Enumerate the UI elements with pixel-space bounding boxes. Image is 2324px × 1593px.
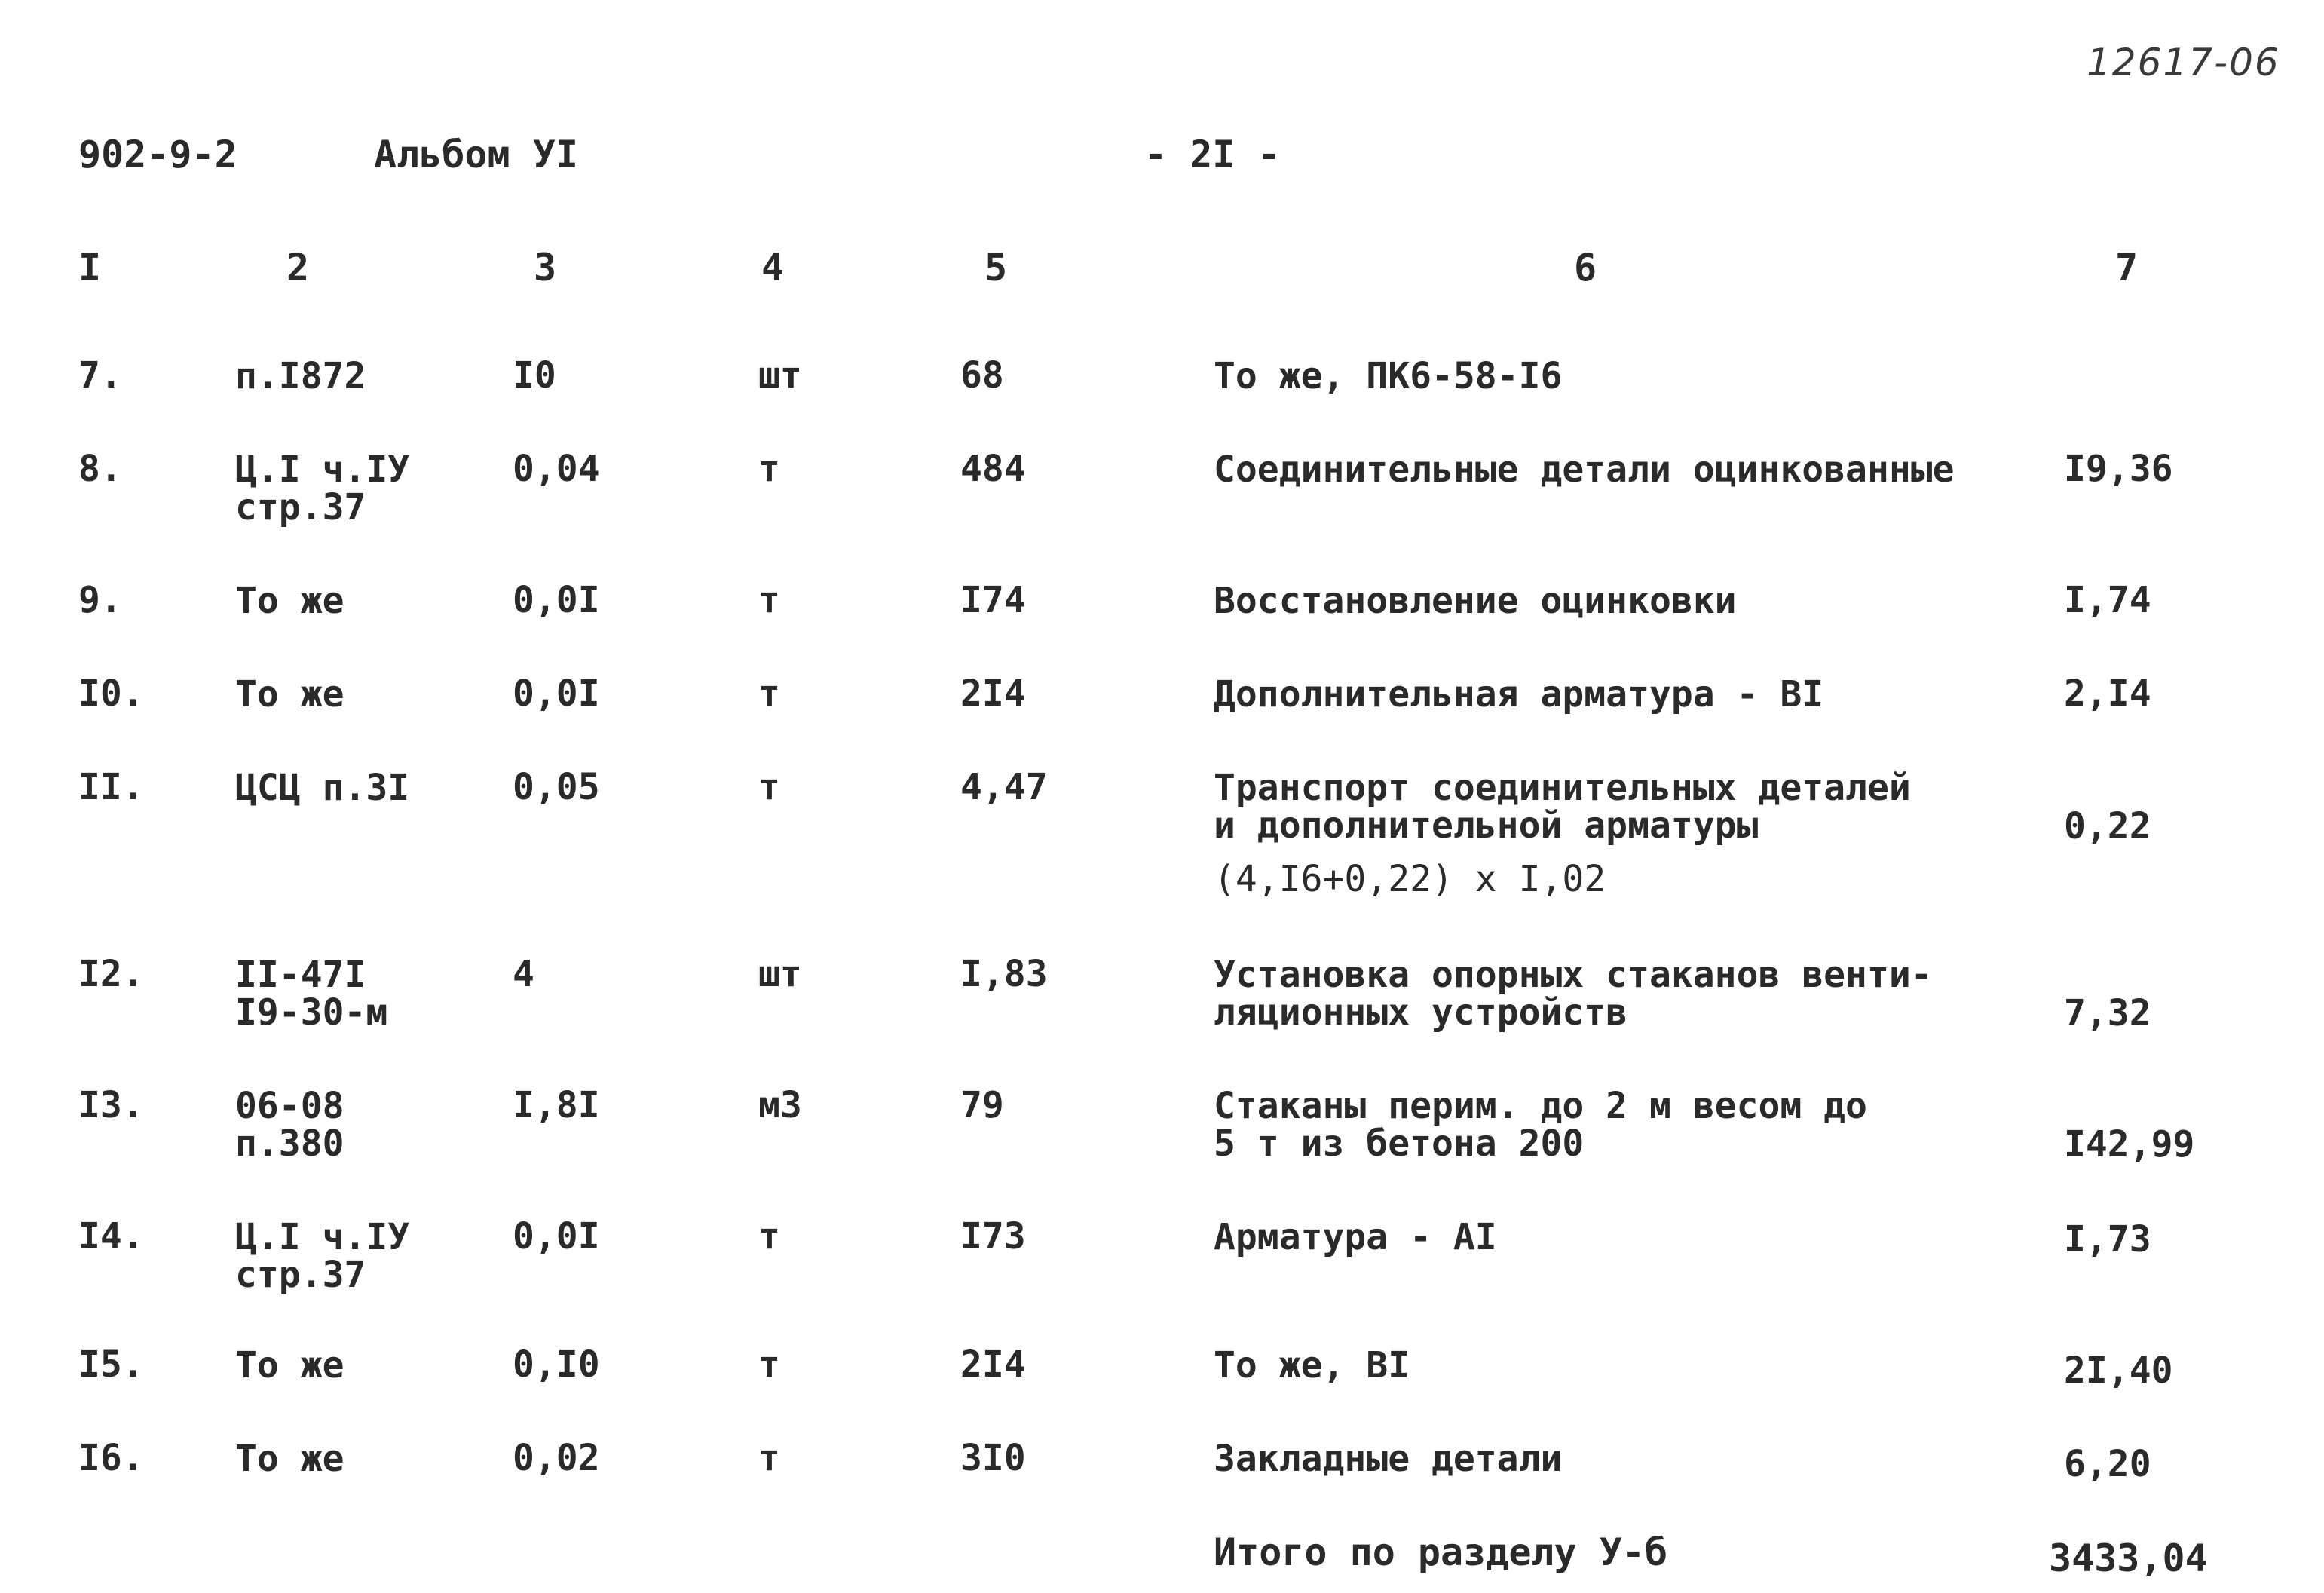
reference-code: То же: [235, 1438, 344, 1480]
page-number: - 2I -: [1144, 133, 1281, 176]
quantity: 0,05: [513, 766, 600, 808]
row-number: II.: [78, 766, 144, 808]
unit-price: 2I4: [960, 672, 1026, 715]
unit: т: [758, 1343, 780, 1386]
quantity: 4: [513, 953, 534, 995]
unit-price: 68: [960, 354, 1004, 397]
unit: шт: [758, 354, 802, 397]
row-total: 7,32: [2064, 992, 2151, 1034]
row-number: I6.: [78, 1437, 144, 1479]
unit-price: I74: [960, 579, 1026, 621]
section-total-value: 3433,04: [2049, 1536, 2208, 1580]
row-total: I,73: [2064, 1218, 2151, 1261]
album-label: Альбом УI: [374, 133, 578, 176]
column-number-3: 3: [534, 246, 557, 289]
unit-price: 3I0: [960, 1437, 1026, 1479]
work-description: То же, ВI: [1214, 1344, 1410, 1386]
work-description: Дополнительная арматура - ВI: [1214, 673, 1824, 715]
column-number-7: 7: [2115, 246, 2139, 289]
unit-price: 484: [960, 448, 1026, 490]
row-number: I3.: [78, 1084, 144, 1126]
work-description: То же, ПК6-58-I6: [1214, 355, 1563, 397]
unit: м3: [758, 1084, 802, 1126]
cost-formula: (4,I6+0,22) х I,02: [1214, 858, 1606, 900]
document-code: 902-9-2: [78, 133, 237, 176]
reference-code: п.I872: [235, 355, 366, 397]
quantity: 0,0I: [513, 579, 600, 621]
row-number: I2.: [78, 953, 144, 995]
unit: т: [758, 766, 780, 808]
quantity: 0,04: [513, 448, 600, 490]
row-total: 0,22: [2064, 805, 2151, 847]
unit: т: [758, 448, 780, 490]
unit: т: [758, 672, 780, 715]
unit-price: 2I4: [960, 1343, 1026, 1386]
row-number: 8.: [78, 448, 122, 490]
row-total: 2I,40: [2064, 1349, 2173, 1392]
work-description: Соединительные детали оцинкованные: [1214, 449, 1955, 491]
reference-code: То же: [235, 1344, 344, 1386]
column-number-5: 5: [984, 246, 1008, 289]
column-number-2: 2: [286, 246, 310, 289]
row-total: 2,I4: [2064, 672, 2151, 715]
row-total: I9,36: [2064, 448, 2173, 490]
unit: т: [758, 579, 780, 621]
quantity: 0,I0: [513, 1343, 600, 1386]
column-number-4: 4: [761, 246, 785, 289]
column-number-6: 6: [1574, 246, 1597, 289]
reference-code: Ц.I ч.IУ стр.37: [235, 1216, 410, 1296]
row-number: I0.: [78, 672, 144, 715]
reference-code: То же: [235, 580, 344, 622]
quantity: 0,0I: [513, 672, 600, 715]
reference-code: Ц.I ч.IУ стр.37: [235, 449, 410, 528]
work-description: Арматура - АI: [1214, 1216, 1497, 1258]
reference-code: II-47I I9-30-м: [235, 954, 388, 1034]
row-total: I42,99: [2064, 1123, 2195, 1166]
work-description: Восстановление оцинковки: [1214, 580, 1737, 622]
archive-stamp-number: 12617-06: [2087, 41, 2280, 84]
row-number: 7.: [78, 354, 122, 397]
quantity: I0: [513, 354, 556, 397]
unit: т: [758, 1215, 780, 1258]
unit: шт: [758, 953, 802, 995]
unit-price: I,83: [960, 953, 1048, 995]
section-total-label: Итого по разделу У-б: [1214, 1530, 1668, 1574]
unit-price: 4,47: [960, 766, 1048, 808]
row-total: 6,20: [2064, 1443, 2151, 1485]
unit-price: 79: [960, 1084, 1004, 1126]
work-description: Установка опорных стаканов венти- ляционных устройств: [1214, 954, 1933, 1034]
quantity: I,8I: [513, 1084, 600, 1126]
quantity: 0,0I: [513, 1215, 600, 1258]
unit: т: [758, 1437, 780, 1479]
quantity: 0,02: [513, 1437, 600, 1479]
work-description: Стаканы перим. до 2 м весом до 5 т из бетона 200: [1214, 1085, 1867, 1165]
row-total: I,74: [2064, 579, 2151, 621]
unit-price: I73: [960, 1215, 1026, 1258]
reference-code: 06-08 п.380: [235, 1085, 344, 1165]
row-number: 9.: [78, 579, 122, 621]
reference-code: То же: [235, 673, 344, 715]
row-number: I5.: [78, 1343, 144, 1386]
row-number: I4.: [78, 1215, 144, 1258]
work-description: Транспорт соединительных деталей и дополнительной арматуры: [1214, 767, 1911, 847]
reference-code: ЦСЦ п.3I: [235, 767, 410, 809]
column-number-1: I: [78, 246, 102, 289]
work-description: Закладные детали: [1214, 1438, 1563, 1480]
